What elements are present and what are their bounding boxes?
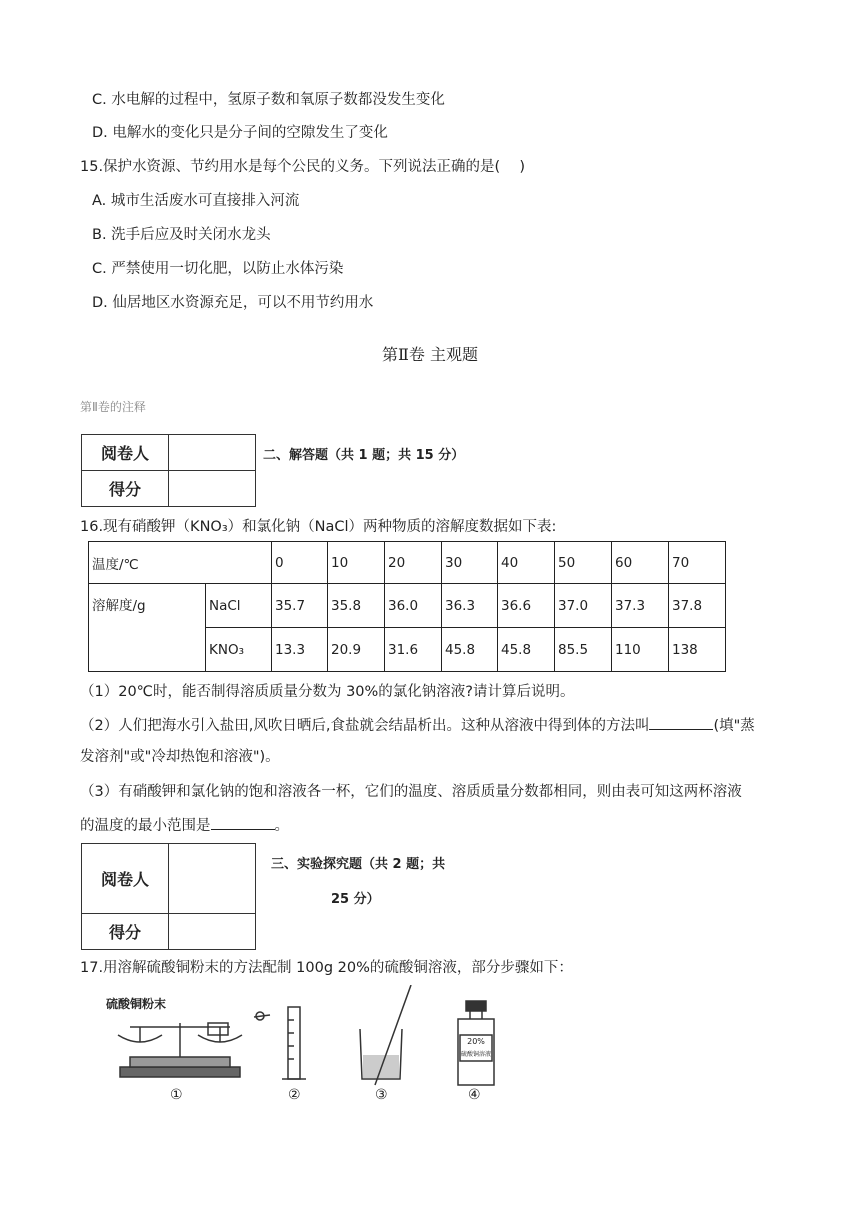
- score-cell: [169, 471, 256, 507]
- score-label: 得分: [82, 471, 169, 507]
- kno3-cell: 20.9: [328, 628, 385, 672]
- reviewer-cell: [169, 435, 256, 471]
- kno3-cell: 138: [669, 628, 726, 672]
- q16-sub3: （3）有硝酸钾和氯化钠的饱和溶液各一杯，它们的温度、溶质质量分数都相同，则由表可知这两杯溶液: [80, 784, 742, 800]
- temp-header: 温度/℃: [89, 542, 272, 584]
- step-4-label: ④: [468, 1087, 481, 1103]
- temp-cell: 30: [442, 542, 498, 584]
- nacl-cell: 36.3: [442, 584, 498, 628]
- step-2-label: ②: [288, 1087, 301, 1103]
- nacl-cell: 36.6: [498, 584, 555, 628]
- temp-cell: 0: [272, 542, 328, 584]
- nacl-cell: 36.0: [385, 584, 442, 628]
- step-1-label: ①: [170, 1087, 183, 1103]
- q14-option-d: D. 电解水的变化只是分子间的空隙发生了变化: [92, 125, 388, 141]
- graduated-cylinder-icon: [254, 1007, 306, 1079]
- section-3-heading: 三、实验探究题（共 2 题；共: [271, 857, 446, 872]
- kno3-cell: 85.5: [555, 628, 612, 672]
- substance-nacl: NaCl: [206, 584, 272, 628]
- kno3-cell: 110: [612, 628, 669, 672]
- reviewer-label: 阅卷人: [82, 435, 169, 471]
- q17-stem: 17.用溶解硫酸铜粉末的方法配制 100g 20%的硫酸铜溶液，部分步骤如下：: [80, 960, 573, 976]
- kno3-cell: 45.8: [442, 628, 498, 672]
- q16-stem: 16.现有硝酸钾（KNO₃）和氯化钠（NaCl）两种物质的溶解度数据如下表:: [80, 519, 557, 535]
- q16-sub1: （1）20℃时，能否制得溶质质量分数为 30%的氯化钠溶液?请计算后说明。: [80, 684, 575, 700]
- q15-option-c: C. 严禁使用一切化肥，以防止水体污染: [92, 261, 344, 277]
- q15-option-b: B. 洗手后应及时关闭水龙头: [92, 227, 271, 243]
- score-box-1: [81, 434, 256, 507]
- temp-cell: 60: [612, 542, 669, 584]
- q16-sub2: [80, 715, 755, 736]
- beaker-stirring-icon: [360, 985, 411, 1085]
- part2-note: 第Ⅱ卷的注释: [80, 400, 146, 414]
- part2-title: 第Ⅱ卷 主观题: [382, 345, 478, 364]
- q14-option-c: C. 水电解的过程中，氢原子数和氧原子数都没发生变化: [92, 92, 445, 108]
- step-3-label: ③: [375, 1087, 388, 1103]
- experiment-figures: [100, 985, 500, 1105]
- kno3-cell: 31.6: [385, 628, 442, 672]
- solubility-header: 溶解度/g: [89, 584, 206, 672]
- powder-label: 硫酸铜粉末: [106, 997, 167, 1011]
- section-3-heading-cont: 25 分）: [331, 892, 380, 907]
- q15-option-a: A. 城市生活废水可直接排入河流: [92, 193, 300, 209]
- nacl-cell: 37.0: [555, 584, 612, 628]
- nacl-cell: 37.8: [669, 584, 726, 628]
- kno3-cell: 45.8: [498, 628, 555, 672]
- answer-blank: [649, 715, 713, 730]
- bottle-percent: 20%: [467, 1037, 485, 1046]
- temp-cell: 40: [498, 542, 555, 584]
- score-box-2: [81, 843, 256, 950]
- answer-blank: [211, 815, 275, 830]
- section-2-heading: 二、解答题（共 1 题；共 15 分）: [263, 448, 465, 463]
- nacl-cell: 35.8: [328, 584, 385, 628]
- q15-stem: 15.保护水资源、节约用水是每个公民的义务。下列说法正确的是( ): [80, 159, 525, 175]
- q16-sub3-cont: [80, 815, 289, 836]
- score-cell: [169, 914, 256, 950]
- bottle-text: 硫酸铜溶液: [460, 1051, 491, 1058]
- temp-cell: 70: [669, 542, 726, 584]
- q16-sub3-end: 。: [274, 818, 289, 834]
- q16-sub2-cont: 发溶剂"或"冷却热饱和溶液")。: [80, 749, 280, 765]
- temp-cell: 50: [555, 542, 612, 584]
- substance-kno3: KNO₃: [206, 628, 272, 672]
- q15-option-d: D. 仙居地区水资源充足，可以不用节约用水: [92, 295, 374, 311]
- q16-sub2-hint: (填"蒸: [713, 718, 755, 734]
- kno3-cell: 13.3: [272, 628, 328, 672]
- solubility-table: [88, 541, 726, 672]
- reviewer-cell: [169, 844, 256, 914]
- reviewer-label: 阅卷人: [82, 844, 169, 914]
- balance-icon: [118, 1023, 242, 1077]
- temp-cell: 10: [328, 542, 385, 584]
- score-label: 得分: [82, 914, 169, 950]
- q16-sub2-text: （2）人们把海水引入盐田,风吹日晒后,食盐就会结晶析出。这种从溶液中得到体的方法叫: [80, 718, 650, 734]
- nacl-cell: 35.7: [272, 584, 328, 628]
- temp-cell: 20: [385, 542, 442, 584]
- nacl-cell: 37.3: [612, 584, 669, 628]
- q16-sub3-text: 的温度的最小范围是: [80, 818, 211, 834]
